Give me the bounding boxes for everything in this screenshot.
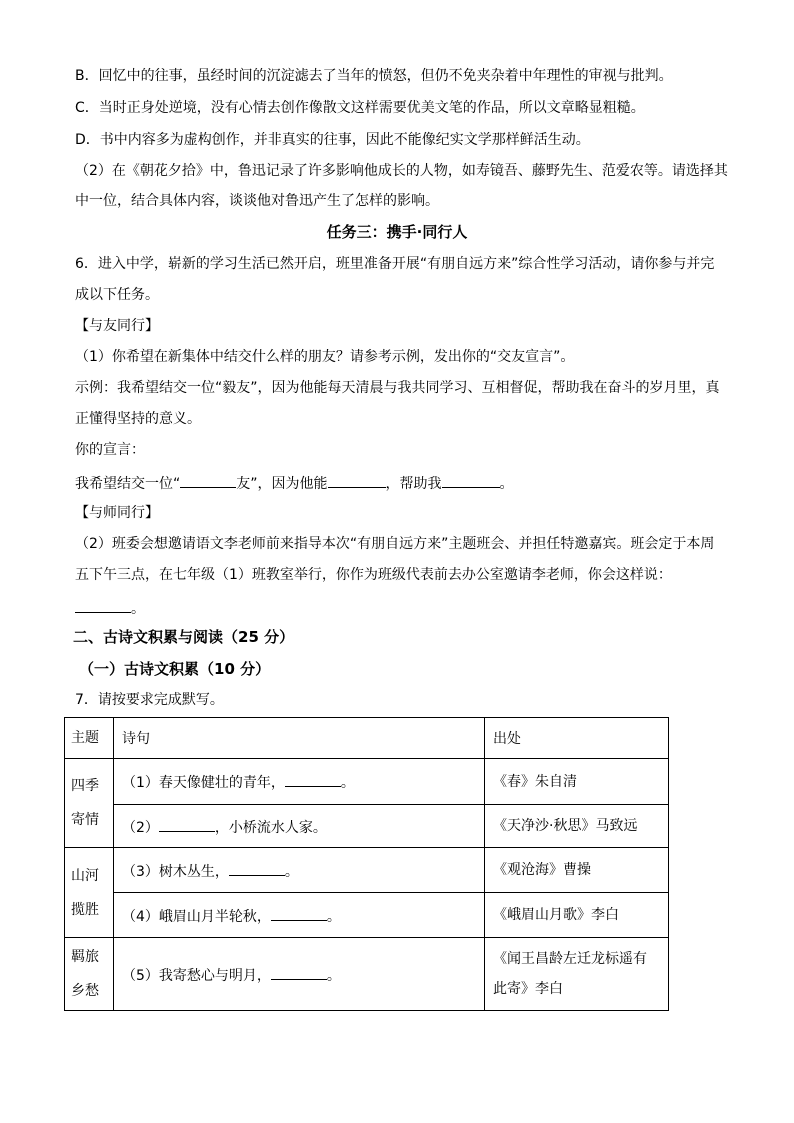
blank-help[interactable] xyxy=(442,472,500,488)
section-teacher: 【与师同行】 xyxy=(75,505,159,521)
part-2-heading: 二、古诗文积累与阅读（25 分） xyxy=(73,628,295,646)
question-6-line2: 成以下任务。 xyxy=(75,287,159,303)
question-6-2-answer xyxy=(75,597,145,619)
blank-friend-type[interactable] xyxy=(180,472,236,488)
header-poem: 诗句 xyxy=(114,718,485,759)
question-7: 7．请按要求完成默写。 xyxy=(75,692,224,708)
source-text: 《峨眉山月歌》李白 xyxy=(493,907,619,923)
declaration-text-3: ，帮助我 xyxy=(385,476,442,492)
question-6-2-line1: （2）班委会想邀请语文李老师前来指导本次“有朋自远方来”主题班会、并担任特邀嘉宾。班会定于本周 xyxy=(75,536,715,552)
table-row xyxy=(65,848,669,893)
poem-line-suffix: 。 xyxy=(284,863,299,880)
theme-text: 寄情 xyxy=(71,812,99,828)
source-cell xyxy=(485,805,669,848)
example-line1: 示例：我希望结交一位“毅友”，因为他能每天清晨与我共同学习、互相督促，帮助我在奋斗的岁月里，真 xyxy=(75,380,720,396)
poem-line-cell xyxy=(114,805,485,848)
section-friend: 【与友同行】 xyxy=(75,318,159,334)
table-row xyxy=(65,938,669,1011)
source-text: 《春》朱自清 xyxy=(493,773,577,790)
poem-line-cell xyxy=(114,893,485,938)
theme-cell xyxy=(65,938,114,1011)
source-text: 《天净沙·秋思》马致远 xyxy=(493,818,638,834)
source-cell xyxy=(485,759,669,805)
theme-cell xyxy=(65,848,114,938)
table-row xyxy=(65,893,669,938)
poem-blank[interactable] xyxy=(271,905,327,921)
question-6-2-line2: 五下午三点，在七年级（1）班教室举行，你作为班级代表前去办公室邀请李老师，你会这样说： xyxy=(75,567,672,583)
answer-period: 。 xyxy=(131,601,145,617)
poem-line-suffix: 。 xyxy=(326,967,341,984)
source-text: 此寄》李白 xyxy=(493,981,563,997)
part-2-1-heading: （一）古诗文积累（10 分） xyxy=(79,660,271,678)
poem-blank[interactable] xyxy=(229,860,285,876)
poem-blank[interactable] xyxy=(271,964,327,980)
source-cell xyxy=(485,938,669,1011)
theme-text: 四季 xyxy=(71,778,99,794)
theme-text: 乡愁 xyxy=(71,983,99,999)
question-6-1: （1）你希望在新集体中结交什么样的朋友？请参考示例，发出你的“交友宣言”。 xyxy=(75,349,575,365)
header-source: 出处 xyxy=(485,718,669,759)
poem-line-suffix: ，小桥流水人家。 xyxy=(214,819,327,836)
option-b: B．回忆中的往事，虽经时间的沉淀滤去了当年的愤怒，但仍不免夹杂着中年理性的审视与批判。 xyxy=(75,68,673,84)
source-text: 《闻王昌龄左迁龙标遥有 xyxy=(493,951,647,967)
task-3-heading: 任务三：携手·同行人 xyxy=(326,223,468,241)
question-5-2-line1: （2）在《朝花夕拾》中，鲁迅记录了许多影响他成长的人物，如寿镜吾、藤野先生、范爱农等。请选择其 xyxy=(75,163,728,179)
declaration-text-2: 友”，因为他能 xyxy=(236,476,328,492)
table-row xyxy=(65,805,669,848)
poem-blank[interactable] xyxy=(285,771,341,787)
option-d: D．书中内容多为虚构创作，并非真实的往事，因此不能像纪实文学那样鲜活生动。 xyxy=(75,132,590,148)
theme-text: 揽胜 xyxy=(71,901,99,918)
header-theme: 主题 xyxy=(65,718,114,759)
poem-line-cell xyxy=(114,938,485,1011)
theme-cell xyxy=(65,759,114,848)
your-declaration-label: 你的宣言： xyxy=(75,442,145,458)
theme-text: 羁旅 xyxy=(71,949,99,965)
declaration-text-1: 我希望结交一位“ xyxy=(75,476,181,492)
source-text: 《观沧海》曹操 xyxy=(493,862,591,878)
blank-reason[interactable] xyxy=(328,472,386,488)
poem-line-prefix: （2） xyxy=(122,819,159,836)
option-c: C．当时正身处逆境，没有心情去创作像散文这样需要优美文笔的作品，所以文章略显粗糙。 xyxy=(75,100,645,116)
poem-line-suffix: 。 xyxy=(326,908,341,925)
poem-table-body xyxy=(65,718,669,1011)
poem-line-cell xyxy=(114,848,485,893)
table-header-row xyxy=(65,718,669,759)
table-row xyxy=(65,759,669,805)
poem-line-cell xyxy=(114,759,485,805)
source-cell xyxy=(485,848,669,893)
question-5-2-line2: 中一位，结合具体内容，谈谈他对鲁迅产生了怎样的影响。 xyxy=(75,193,439,209)
declaration-line xyxy=(75,472,514,494)
example-line2: 正懂得坚持的意义。 xyxy=(75,411,201,427)
declaration-text-4: 。 xyxy=(499,476,514,492)
poem-blank[interactable] xyxy=(159,816,215,832)
poem-line-suffix: 。 xyxy=(340,775,355,791)
poem-line-prefix: （3）树木丛生， xyxy=(122,863,229,880)
question-6-line1: 6．进入中学，崭新的学习生活已然开启，班里准备开展“有朋自远方来”综合性学习活动，请你参与并完 xyxy=(75,256,715,272)
poem-line-prefix: （5）我寄愁心与明月， xyxy=(122,967,271,984)
source-cell xyxy=(485,893,669,938)
poem-line-prefix: （4）峨眉山月半轮秋， xyxy=(122,908,271,925)
poem-line-prefix: （1）春天像健壮的青年， xyxy=(122,775,285,791)
theme-text: 山河 xyxy=(71,867,99,884)
blank-invitation[interactable] xyxy=(75,597,131,613)
poem-table xyxy=(64,717,669,1011)
